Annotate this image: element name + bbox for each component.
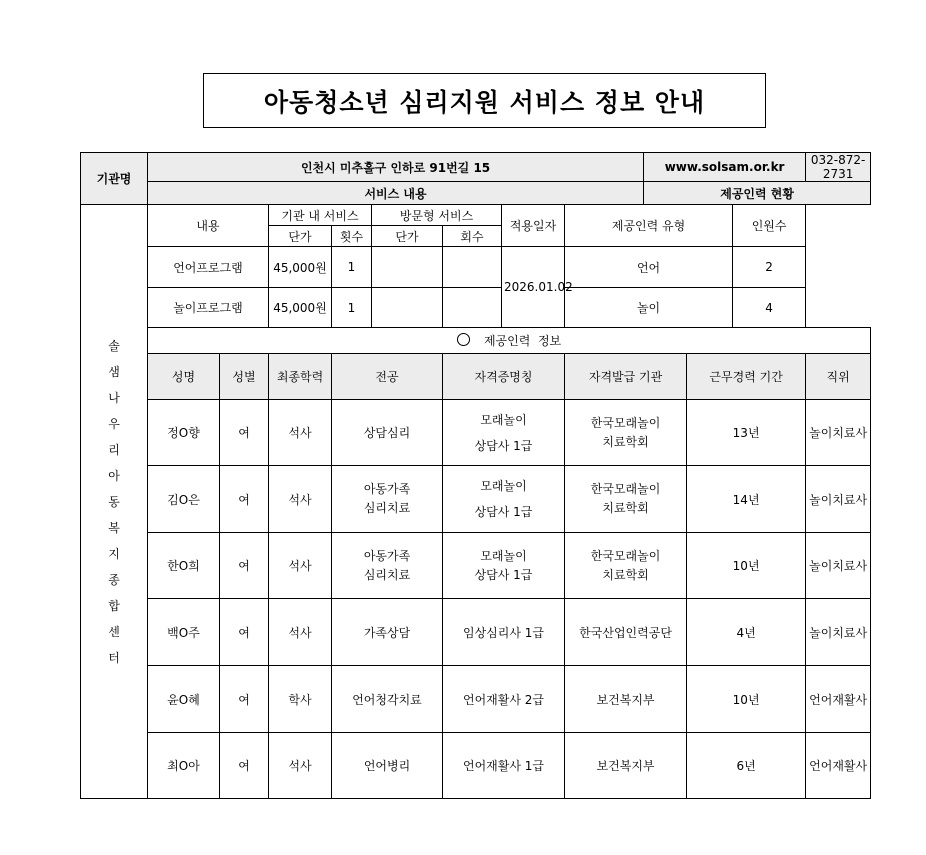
phone: 032-872-2731 [810,153,866,181]
staff-certificate: 임상심리사 1급 [443,599,565,666]
info-table [80,152,871,799]
staff-gender: 여 [220,599,269,666]
staff-position: 언어재활사 [806,733,871,799]
staff-education: 석사 [269,466,332,533]
staff-career: 4년 [687,599,806,666]
staff-name: 백O주 [148,599,220,666]
visit-count [443,288,502,328]
staff-col-certificate: 자격증명칭 [443,354,565,400]
staff-certificate: 모래놀이 상담사 1급 [443,400,565,466]
staff-issuer: 보건복지부 [565,733,687,799]
institution-name-char: 종 [108,572,120,587]
staff-major: 언어청각치료 [332,666,443,733]
staff-education: 석사 [269,599,332,666]
headcount: 2 [733,247,806,288]
institution-name-char: 합 [108,598,120,613]
staff-status-heading: 제공인력 현황 [720,186,794,201]
table-row [81,466,871,533]
staff-type: 언어 [565,247,733,288]
staff-gender: 여 [220,733,269,799]
staff-gender: 여 [220,466,269,533]
website: www.solsam.or.kr [664,160,785,174]
staff-gender: 여 [220,666,269,733]
staff-status-cell [644,182,871,205]
staff-career: 6년 [687,733,806,799]
service-row [81,247,871,288]
program-name: 놀이프로그램 [148,288,269,328]
staff-position: 언어재활사 [806,666,871,733]
staff-major: 가족상담 [332,599,443,666]
in-house-count-header: 횟수 [332,226,372,247]
institution-name-char: 동 [108,494,120,509]
staff-education: 석사 [269,733,332,799]
staff-certificate: 모래놀이 상담사 1급 [443,533,565,599]
table-row [81,733,871,799]
visit-price [372,288,443,328]
headcount: 4 [733,288,806,328]
program-count: 1 [332,288,372,328]
staff-position: 놀이치료사 [806,466,871,533]
visit-price [372,247,443,288]
staff-col-education: 최종학력 [269,354,332,400]
staff-certificate: 언어재활사 2급 [443,666,565,733]
staff-career: 13년 [687,400,806,466]
table-row [81,666,871,733]
staff-issuer: 보건복지부 [565,666,687,733]
staff-education: 석사 [269,533,332,599]
staff-career: 10년 [687,666,806,733]
table-row [81,599,871,666]
staff-position: 놀이치료사 [806,533,871,599]
staff-type-header: 제공인력 유형 [565,205,733,247]
visit-count-header: 회수 [443,226,502,247]
staff-header-row [81,354,871,400]
institution-label-cell [81,153,148,205]
circle-bullet-icon [457,333,470,346]
institution-name-char: 아 [108,468,120,483]
institution-name-char: 터 [108,650,120,665]
staff-major: 아동가족 심리치료 [332,466,443,533]
staff-major: 아동가족 심리치료 [332,533,443,599]
headcount-header: 인원수 [733,205,806,247]
institution-label: 기관명 [96,172,132,186]
institution-name-char: 나 [108,390,120,405]
address: 인천시 미추홀구 인하로 91번길 15 [300,160,491,175]
page-title: 아동청소년 심리지원 서비스 정보 안내 [263,87,706,117]
staff-name: 최O아 [148,733,220,799]
staff-col-issuer: 자격발급 기관 [565,354,687,400]
program-count: 1 [332,247,372,288]
staff-name: 김O은 [148,466,220,533]
institution-name-char: 우 [108,416,120,431]
staff-education: 학사 [269,666,332,733]
service-content-cell [148,182,644,205]
apply-date-header: 적용일자 [502,205,565,247]
staff-issuer: 한국모래놀이 치료학회 [565,533,687,599]
staff-certificate: 언어재활사 1급 [443,733,565,799]
staff-career: 14년 [687,466,806,533]
service-row [81,288,871,328]
institution-name-char: 복 [108,520,120,535]
staff-career: 10년 [687,533,806,599]
staff-position: 놀이치료사 [806,599,871,666]
institution-name-char: 샘 [108,364,120,379]
staff-name: 윤O혜 [148,666,220,733]
table-row [81,400,871,466]
staff-col-gender: 성별 [220,354,269,400]
service-content-heading: 서비스 내용 [364,186,427,201]
title-box [203,73,766,128]
website-cell [644,153,806,182]
staff-major: 언어병리 [332,733,443,799]
program-price: 45,000원 [269,288,332,328]
visit-price-header: 단가 [372,226,443,247]
institution-name-char: 지 [108,546,120,561]
phone-cell [806,153,871,182]
staff-gender: 여 [220,533,269,599]
staff-name: 정O향 [148,400,220,466]
staff-issuer: 한국모래놀이 치료학회 [565,466,687,533]
staff-issuer: 한국모래놀이 치료학회 [565,400,687,466]
service-content-header: 내용 [148,205,269,247]
institution-name-vertical [81,205,148,799]
institution-name-char: 센 [108,624,120,639]
staff-issuer: 한국산업인력공단 [565,599,687,666]
address-cell [148,153,644,182]
staff-col-name: 성명 [148,354,220,400]
staff-education: 석사 [269,400,332,466]
staff-gender: 여 [220,400,269,466]
staff-col-major: 전공 [332,354,443,400]
visit-count [443,247,502,288]
staff-major: 상담심리 [332,400,443,466]
staff-type: 놀이 [565,288,733,328]
apply-date: 2026.01.02 [502,247,565,328]
visit-service-header: 방문형 서비스 [372,205,502,226]
in-house-service-header: 기관 내 서비스 [269,205,372,226]
staff-col-position: 직위 [806,354,871,400]
institution-name-char: 리 [108,442,120,457]
program-name: 언어프로그램 [148,247,269,288]
staff-certificate: 모래놀이 상담사 1급 [443,466,565,533]
staff-section-title: 제공인력 정보 [148,328,871,354]
staff-name: 한O희 [148,533,220,599]
staff-position: 놀이치료사 [806,400,871,466]
institution-name-char: 솔 [108,338,120,353]
in-house-price-header: 단가 [269,226,332,247]
table-row [81,533,871,599]
staff-col-career: 근무경력 기간 [687,354,806,400]
program-price: 45,000원 [269,247,332,288]
